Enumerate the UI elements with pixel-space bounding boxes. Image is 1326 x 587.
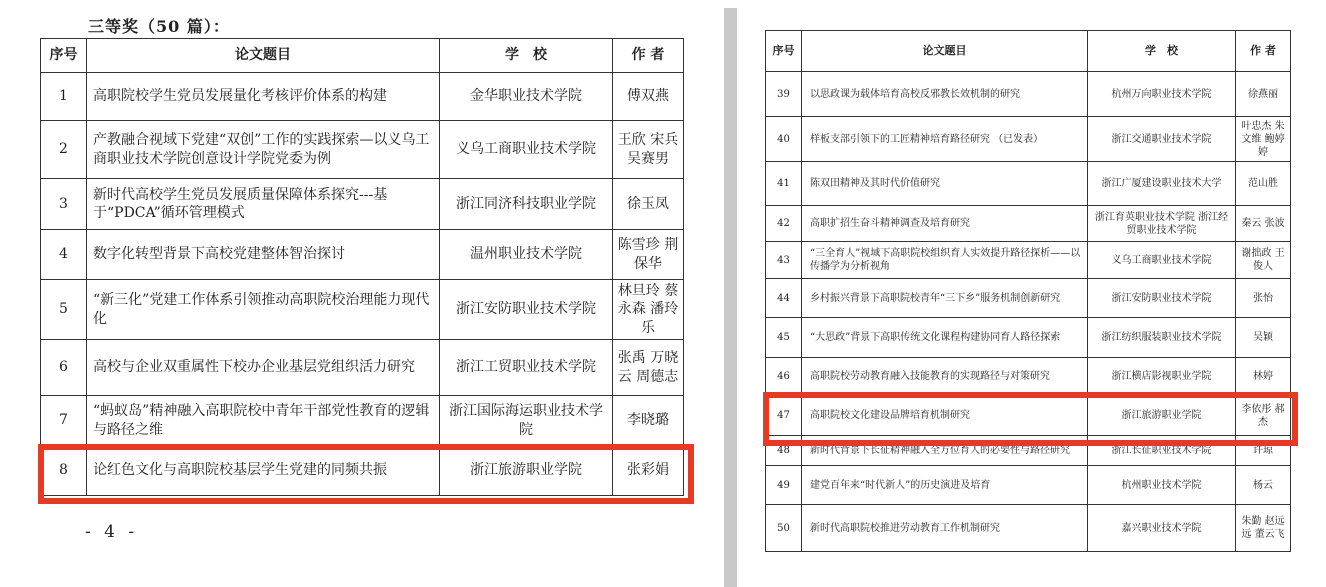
- row-num: 3: [41, 179, 87, 230]
- row-num: 49: [766, 466, 802, 505]
- header-title: 论文题目: [802, 31, 1088, 72]
- row-author: 叶忠杰 朱文维 鲍婷婷: [1236, 117, 1291, 162]
- row-school: 浙江纺织服装职业技术学院: [1088, 318, 1236, 358]
- header-num: 序号: [41, 39, 87, 73]
- table-row: [766, 396, 1291, 436]
- row-school: 义乌工商职业技术学院: [440, 121, 613, 179]
- page-divider: [724, 8, 737, 587]
- row-title: 高职院校文化建设品牌培育机制研究: [802, 396, 1088, 436]
- row-num: 1: [41, 73, 87, 121]
- row-title: 陈双田精神及其时代价值研究: [802, 162, 1088, 206]
- row-author: 秦云 张波: [1236, 206, 1291, 242]
- award-table-left: [40, 38, 684, 496]
- row-num: 44: [766, 279, 802, 318]
- row-school: 义乌工商职业技术学院: [1088, 242, 1236, 279]
- row-title: “大思政”背景下高职传统文化课程构建协同育人路径探索: [802, 318, 1088, 358]
- table-row: [766, 436, 1291, 466]
- row-title: 新时代高校学生党员发展质量保障体系探究---基于“PDCA”循环管理模式: [87, 179, 440, 230]
- table-row: [766, 505, 1291, 552]
- row-num: 7: [41, 396, 87, 446]
- row-num: 41: [766, 162, 802, 206]
- row-author: 李晓璐: [613, 396, 684, 446]
- row-school: 浙江横店影视职业学院: [1088, 358, 1236, 396]
- row-school: 浙江育英职业技术学院 浙江经贸职业技术学院: [1088, 206, 1236, 242]
- row-num: 50: [766, 505, 802, 552]
- row-school: 浙江长征职业技术学院: [1088, 436, 1236, 466]
- table-header-row: [766, 31, 1291, 72]
- header-author: 作 者: [1236, 31, 1291, 72]
- table-row: [41, 446, 684, 496]
- right-document-page: [737, 0, 1326, 587]
- table-row: [41, 73, 684, 121]
- table-row: [766, 358, 1291, 396]
- table-row: [41, 280, 684, 340]
- row-num: 39: [766, 72, 802, 117]
- row-author: 陈雪珍 荆保华: [613, 230, 684, 280]
- row-author: 范山胜: [1236, 162, 1291, 206]
- row-title: 以思政课为载体培育高校反邪教长效机制的研究: [802, 72, 1088, 117]
- row-school: 浙江工贸职业技术学院: [440, 340, 613, 396]
- row-school: 嘉兴职业技术学院: [1088, 505, 1236, 552]
- row-school: 浙江广厦建设职业技术大学: [1088, 162, 1236, 206]
- row-num: 2: [41, 121, 87, 179]
- row-author: 徐燕丽: [1236, 72, 1291, 117]
- row-title: 产教融合视域下党建“双创”工作的实践探索—以义乌工商职业技术学院创意设计学院党委为例: [87, 121, 440, 179]
- table-row: [41, 396, 684, 446]
- table-row: [766, 162, 1291, 206]
- row-author: 吴颖: [1236, 318, 1291, 358]
- row-num: 43: [766, 242, 802, 279]
- row-title: 高职扩招生奋斗精神调查及培育研究: [802, 206, 1088, 242]
- row-num: 46: [766, 358, 802, 396]
- row-title: 高职院校劳动教育融入技能教育的实现路径与对策研究: [802, 358, 1088, 396]
- row-title: 高校与企业双重属性下校办企业基层党组织活力研究: [87, 340, 440, 396]
- table-header-row: [41, 39, 684, 73]
- row-author: 林旦玲 蔡永森 潘玲乐: [613, 280, 684, 340]
- row-author: 朱勤 赵远远 董云飞: [1236, 505, 1291, 552]
- header-title: 论文题目: [87, 39, 440, 73]
- row-num: 8: [41, 446, 87, 496]
- table-row: [766, 242, 1291, 279]
- row-title: 样板支部引领下的工匠精神培育路径研究 （已发表）: [802, 117, 1088, 162]
- award-table-right: [765, 30, 1291, 552]
- row-num: 45: [766, 318, 802, 358]
- section-title: 三等奖（50 篇）：: [88, 17, 230, 36]
- row-author: 许琼: [1236, 436, 1291, 466]
- row-school: 杭州万向职业技术学院: [1088, 72, 1236, 117]
- row-title: 乡村振兴背景下高职院校青年“三下乡”服务机制创新研究: [802, 279, 1088, 318]
- row-author: 徐玉凤: [613, 179, 684, 230]
- row-title: “蚂蚁岛”精神融入高职院校中青年干部党性教育的逻辑与路径之维: [87, 396, 440, 446]
- row-num: 48: [766, 436, 802, 466]
- row-title: 建党百年来“时代新人”的历史演进及培育: [802, 466, 1088, 505]
- table-row: [766, 72, 1291, 117]
- page-number: - 4 -: [85, 522, 139, 542]
- row-title: 新时代背景下长征精神融入全方位育人的必要性与路径研究: [802, 436, 1088, 466]
- row-author: 林婷: [1236, 358, 1291, 396]
- row-school: 浙江国际海运职业技术学院: [440, 396, 613, 446]
- row-school: 浙江安防职业技术学院: [440, 280, 613, 340]
- row-num: 5: [41, 280, 87, 340]
- row-title: 新时代高职院校推进劳动教育工作机制研究: [802, 505, 1088, 552]
- row-school: 金华职业技术学院: [440, 73, 613, 121]
- row-school: 浙江旅游职业学院: [1088, 396, 1236, 436]
- row-title: “三全育人”视域下高职院校组织育人实效提升路径探析——以传播学为分析视角: [802, 242, 1088, 279]
- table-row: [766, 206, 1291, 242]
- header-school: 学 校: [1088, 31, 1236, 72]
- row-author: 谢拙政 王俊人: [1236, 242, 1291, 279]
- table-row: [41, 230, 684, 280]
- row-num: 42: [766, 206, 802, 242]
- table-row: [41, 121, 684, 179]
- table-row: [766, 279, 1291, 318]
- row-author: 张禹 万晓云 周德志: [613, 340, 684, 396]
- row-title: 论红色文化与高职院校基层学生党建的同频共振: [87, 446, 440, 496]
- header-school: 学 校: [440, 39, 613, 73]
- row-school: 浙江交通职业技术学院: [1088, 117, 1236, 162]
- row-num: 47: [766, 396, 802, 436]
- row-author: 杨云: [1236, 466, 1291, 505]
- row-school: 浙江旅游职业学院: [440, 446, 613, 496]
- table-row: [766, 318, 1291, 358]
- row-num: 40: [766, 117, 802, 162]
- row-author: 李依彤 郝杰: [1236, 396, 1291, 436]
- row-num: 4: [41, 230, 87, 280]
- row-school: 浙江安防职业技术学院: [1088, 279, 1236, 318]
- row-school: 杭州职业技术学院: [1088, 466, 1236, 505]
- table-row: [41, 340, 684, 396]
- row-author: 张怡: [1236, 279, 1291, 318]
- row-title: 数字化转型背景下高校党建整体智治探讨: [87, 230, 440, 280]
- row-num: 6: [41, 340, 87, 396]
- row-author: 张彩娟: [613, 446, 684, 496]
- row-school: 温州职业技术学院: [440, 230, 613, 280]
- row-author: 王欣 宋兵 吴赛男: [613, 121, 684, 179]
- table-row: [766, 117, 1291, 162]
- row-title: 高职院校学生党员发展量化考核评价体系的构建: [87, 73, 440, 121]
- table-row: [41, 179, 684, 230]
- header-num: 序号: [766, 31, 802, 72]
- table-row: [766, 466, 1291, 505]
- row-school: 浙江同济科技职业学院: [440, 179, 613, 230]
- header-author: 作 者: [613, 39, 684, 73]
- row-title: “新三化”党建工作体系引领推动高职院校治理能力现代化: [87, 280, 440, 340]
- row-author: 傅双燕: [613, 73, 684, 121]
